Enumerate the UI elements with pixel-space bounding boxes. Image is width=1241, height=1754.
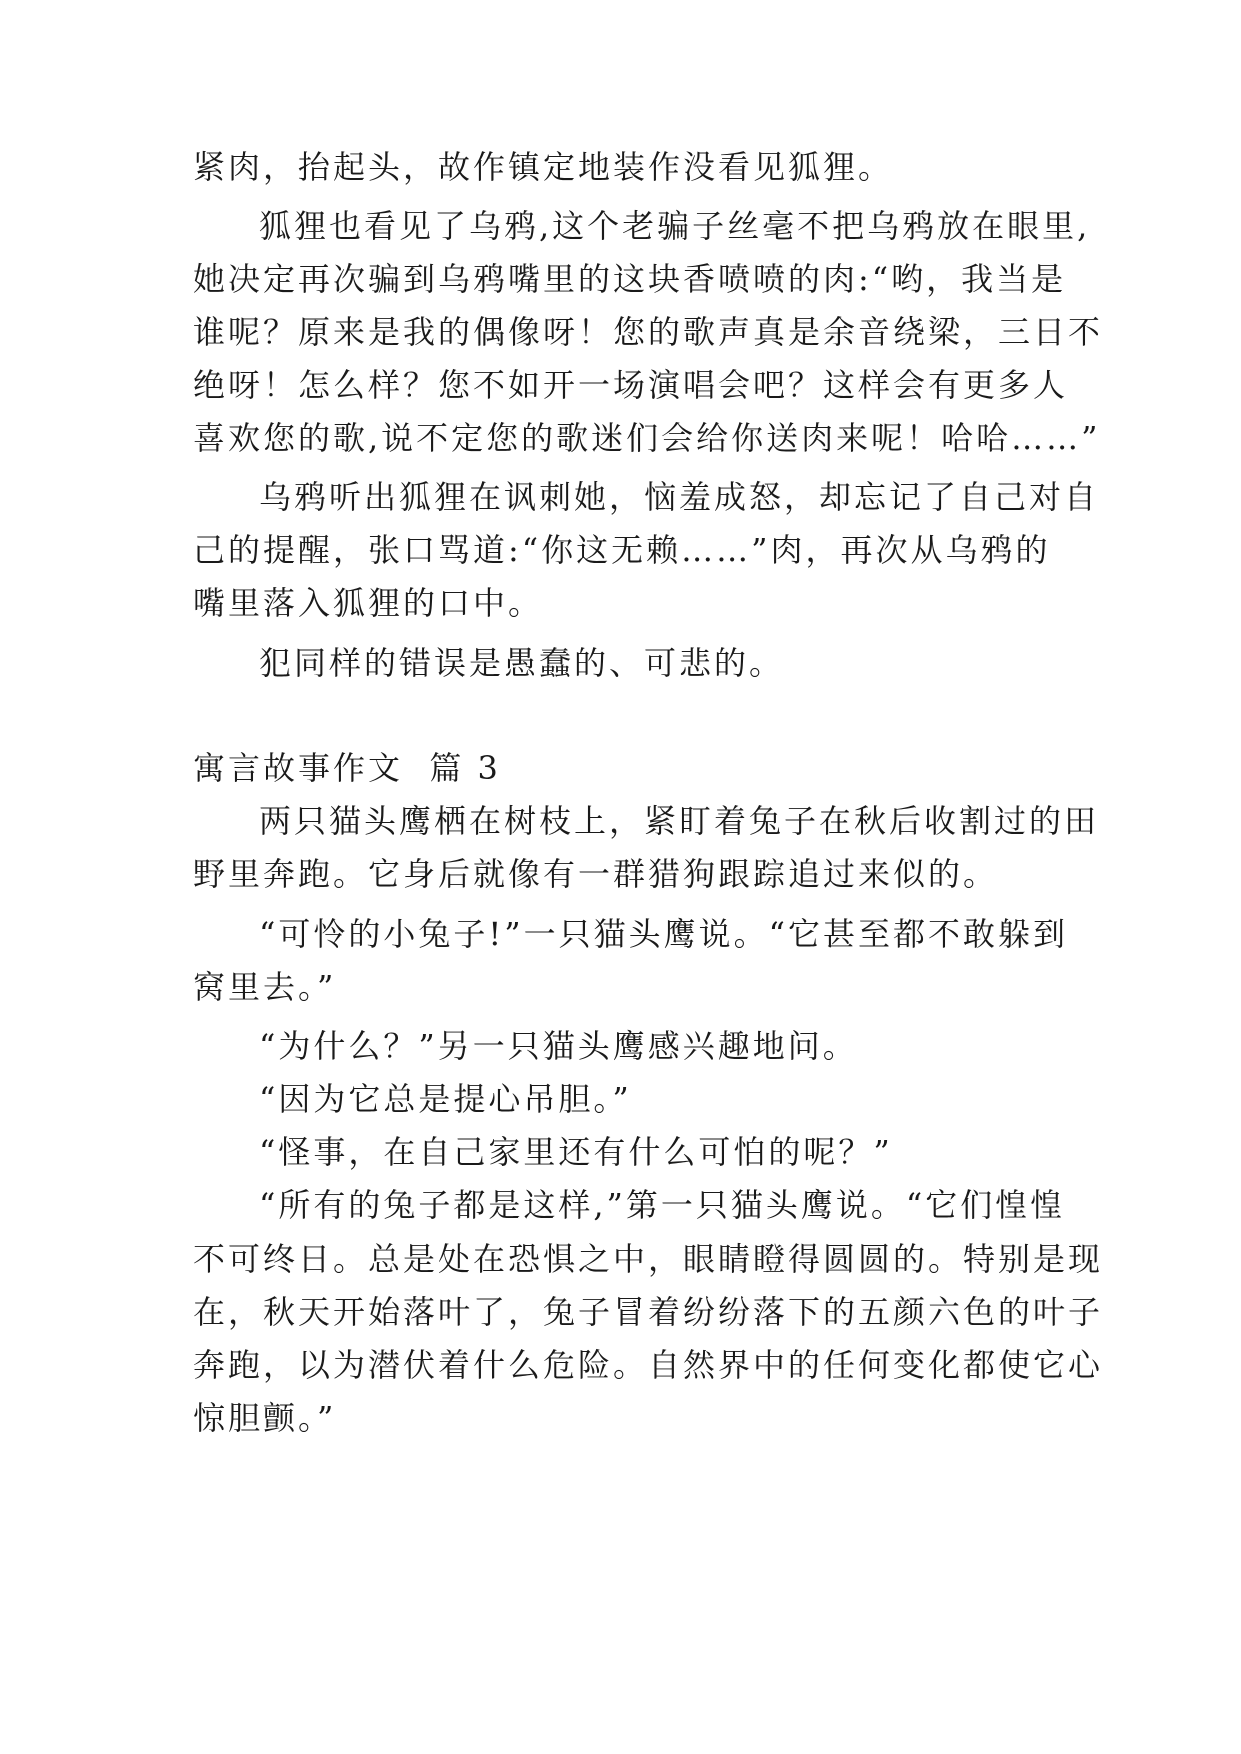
paragraph-start: “可怜的小兔子!”一只猫头鹰说。“它甚至都不敢躲到 [259,915,1068,953]
paragraph-start: 两只猫头鹰栖在树枝上，紧盯着兔子在秋后收割过的田 [259,802,1100,840]
paragraph-start: “怪事，在自己家里还有什么可怕的呢？” [259,1133,893,1171]
text-line: 谁呢？原来是我的偶像呀！您的歌声真是余音绕梁，三日不 [193,313,1104,351]
text-line: 不可终日。总是处在恐惧之中，眼睛瞪得圆圆的。特别是现 [193,1240,1104,1278]
text-line: 野里奔跑。它身后就像有一群猎狗跟踪追过来似的。 [193,855,999,893]
text-line: 绝呀！怎么样？您不如开一场演唱会吧？这样会有更多人 [193,366,1069,404]
paragraph-start: 狐狸也看见了乌鸦,这个老骗子丝毫不把乌鸦放在眼里, [259,207,1091,245]
text-line: 嘴里落入狐狸的口中。 [193,584,544,622]
paragraph-start: 乌鸦听出狐狸在讽刺她，恼羞成怒，却忘记了自己对自 [259,478,1100,516]
text-line: 在，秋天开始落叶了，兔子冒着纷纷落下的五颜六色的叶子 [193,1293,1104,1331]
paragraph-start: “所有的兔子都是这样,”第一只猫头鹰说。“它们惶惶 [259,1186,1066,1224]
text-line: 她决定再次骗到乌鸦嘴里的这块香喷喷的肉:“哟，我当是 [193,260,1067,298]
text-line: 窝里去。” [193,968,337,1006]
text-line: 惊胆颤。” [193,1399,337,1437]
text-line: 奔跑，以为潜伏着什么危险。自然界中的任何变化都使它心 [193,1346,1104,1384]
text-line: 紧肉，抬起头，故作镇定地装作没看见狐狸。 [193,148,894,186]
text-line: 己的提醒，张口骂道:“你这无赖……”肉，再次从乌鸦的 [193,531,1051,569]
section-heading: 寓言故事作文 篇 3 [193,749,501,787]
text-line: 喜欢您的歌,说不定您的歌迷们会给你送肉来呢！哈哈……” [193,419,1101,457]
paragraph-start: “因为它总是提心吊胆。” [259,1080,632,1118]
paragraph-start: 犯同样的错误是愚蠢的、可悲的。 [259,644,785,682]
paragraph-start: “为什么？”另一只猫头鹰感兴趣地问。 [259,1027,858,1065]
